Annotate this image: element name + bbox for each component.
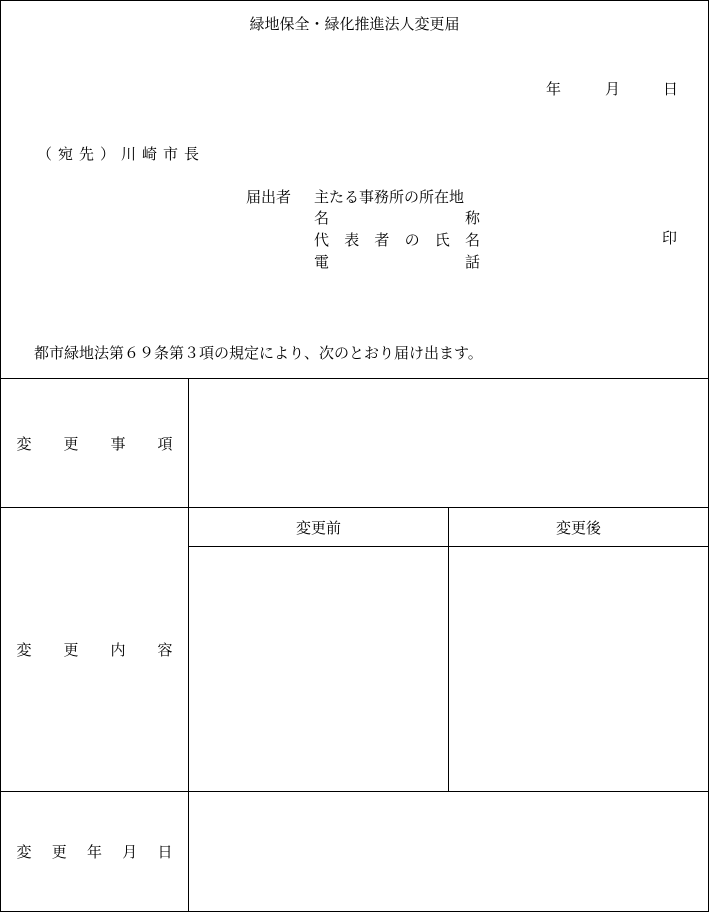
- statement-text: 都市緑地法第６９条第３項の規定により、次のとおり届け出ます。: [34, 344, 483, 362]
- change-item-label-cell: [1, 379, 188, 507]
- before-header: 変更前: [295, 518, 341, 537]
- after-header-cell: [449, 508, 708, 546]
- date-month-label: 月: [605, 80, 621, 98]
- phone-label-text: 電 話: [314, 253, 480, 271]
- addressee: （宛先）川崎市長: [37, 145, 206, 163]
- name-label-text: 名 称: [314, 209, 480, 227]
- date-year-label: 年: [546, 80, 562, 98]
- change-item-field[interactable]: [189, 379, 708, 507]
- change-date-label-cell: [1, 792, 188, 911]
- change-date-field[interactable]: [189, 792, 708, 911]
- change-item-label: 変 更 事 項: [16, 434, 173, 453]
- form-title: 緑地保全・緑化推進法人変更届: [249, 15, 460, 33]
- after-header: 変更後: [555, 518, 601, 537]
- change-content-label-cell: [1, 508, 188, 791]
- change-content-label: 変 更 内 容: [16, 641, 173, 659]
- office-address-label: 主たる事務所の所在地: [314, 188, 465, 206]
- before-header-cell: [189, 508, 448, 546]
- change-date-label: 変 更 年 月 日: [16, 843, 173, 861]
- seal-mark: 印: [662, 229, 678, 247]
- date-day-label: 日: [663, 80, 679, 98]
- notifier-label: 届出者: [246, 188, 292, 206]
- before-content-field[interactable]: [189, 547, 448, 791]
- phone-label: [314, 255, 480, 270]
- name-label: [314, 211, 480, 226]
- representative-label: [314, 233, 480, 248]
- representative-label-text: 代 表 者 の 氏 名: [314, 231, 480, 249]
- after-content-field[interactable]: [449, 547, 708, 791]
